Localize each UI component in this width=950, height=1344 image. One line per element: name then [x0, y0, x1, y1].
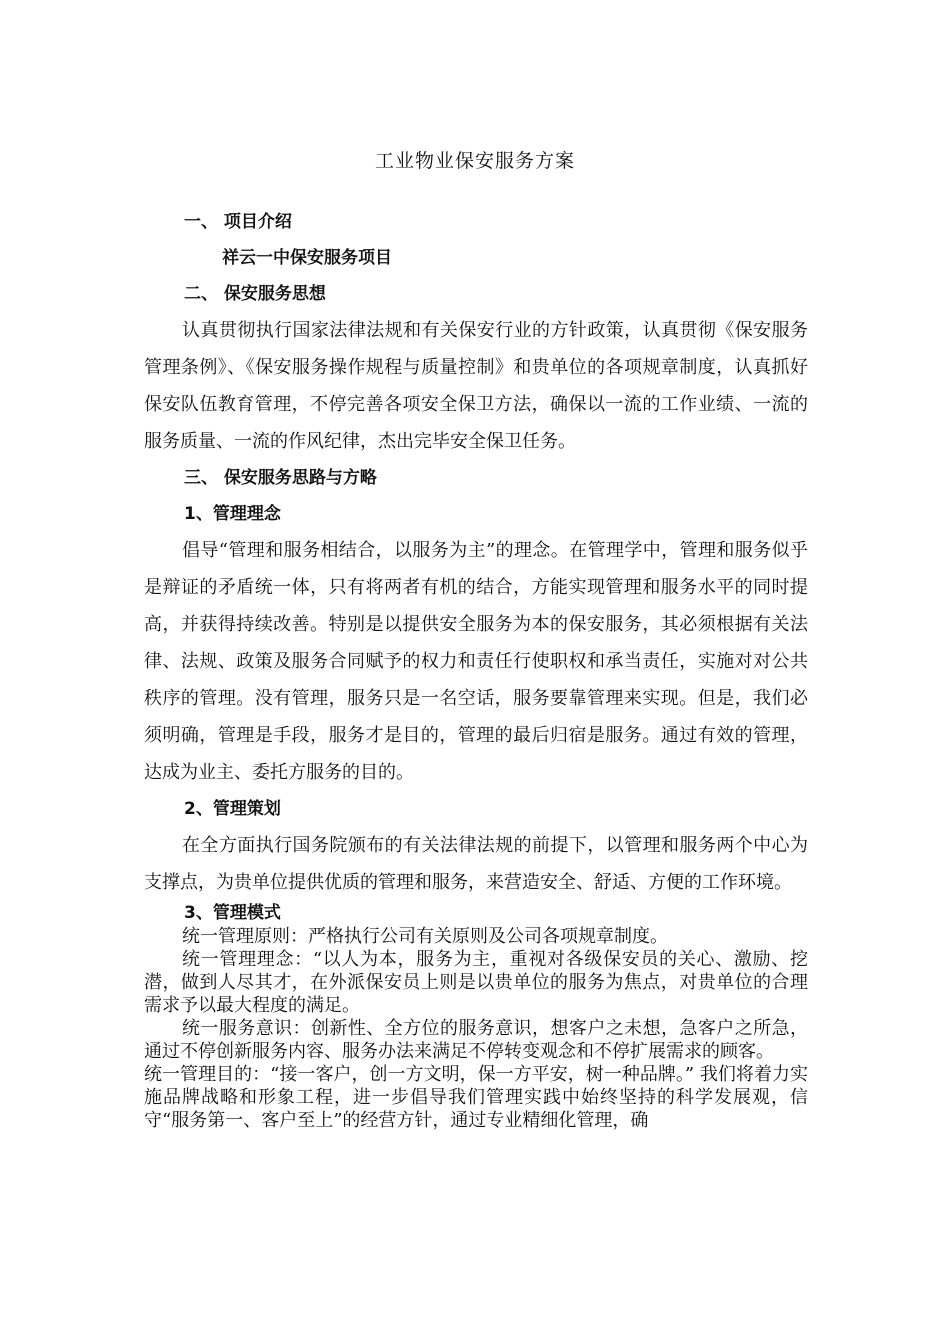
section-heading-3: 三、 保安服务思路与方略 [184, 468, 377, 488]
project-name: 祥云一中保安服务项目 [222, 248, 392, 268]
management-goal: 统一管理目的：“接一客户，创一方文明，保一方平安，树一种品牌。” 我们将着力实施品牌战略和形象工程，进一步倡导我们管理实践中始终坚持的科学发展观，信守“服务第一、客户至上”的经营方针，通过专业精细化管理，确 [144, 1064, 808, 1131]
document-body [144, 204, 808, 1132]
section-heading-2: 二、 保安服务思想 [184, 284, 326, 304]
subsection-2-paragraph: 在全方面执行国务院颁布的有关法律法规的前提下，以管理和服务两个中心为支撑点，为贵单位提供优质的管理和服务，来营造安全、舒适、方便的工作环境。 [144, 835, 808, 893]
section-heading-1: 一、 项目介绍 [184, 212, 292, 232]
subsection-1-paragraph: 倡导“管理和服务相结合，以服务为主”的理念。在管理学中，管理和服务似乎是辩证的矛盾统一体，只有将两者有机的结合，方能实现管理和服务水平的同时提高，并获得持续改善。特别是以提供安全服务为本的保安服务，其必须根据有关法律、法规、政策及服务合同赋予的权力和责任行使职权和承当责任，实施对对公共秩序的管理。没有管理，服务只是一名空话，服务要靠管理来实现。但是，我们必须明确，管理是手段，服务才是目的，管理的最后归宿是服务。通过有效的管理，达成为业主、委托方服务的目的。 [144, 540, 808, 783]
service-awareness: 统一服务意识：创新性、全方位的服务意识，想客户之未想，急客户之所急，通过不停创新服务内容、服务办法来满足不停转变观念和不停扩展需求的顾客。 [144, 1018, 808, 1062]
subsection-heading-3: 3、管理模式 [184, 903, 281, 923]
subsection-heading-2: 2、管理策划 [184, 799, 281, 819]
document-title: 工业物业保安服务方案 [374, 150, 575, 172]
management-concept: 统一管理理念：“以人为本，服务为主，重视对各级保安员的关心、激励、挖潜，做到人尽其才，在外派保安员上则是以贵单位的服务为焦点，对贵单位的合理需求予以最大程度的满足。 [144, 949, 808, 1016]
section-2-paragraph: 认真贯彻执行国家法律法规和有关保安行业的方针政策，认真贯彻《保安服务管理条例》、《保安服务操作规程与质量控制》和贵单位的各项规章制度，认真抓好保安队伍教育管理，不停完善各项安全保卫方法，确保以一流的工作业绩、一流的服务质量、一流的作风纪律，杰出完毕安全保卫任务。 [144, 320, 808, 452]
subsection-heading-1: 1、管理理念 [184, 504, 281, 524]
management-principle: 统一管理原则：严格执行公司有关原则及公司各项规章制度。 [182, 926, 668, 947]
